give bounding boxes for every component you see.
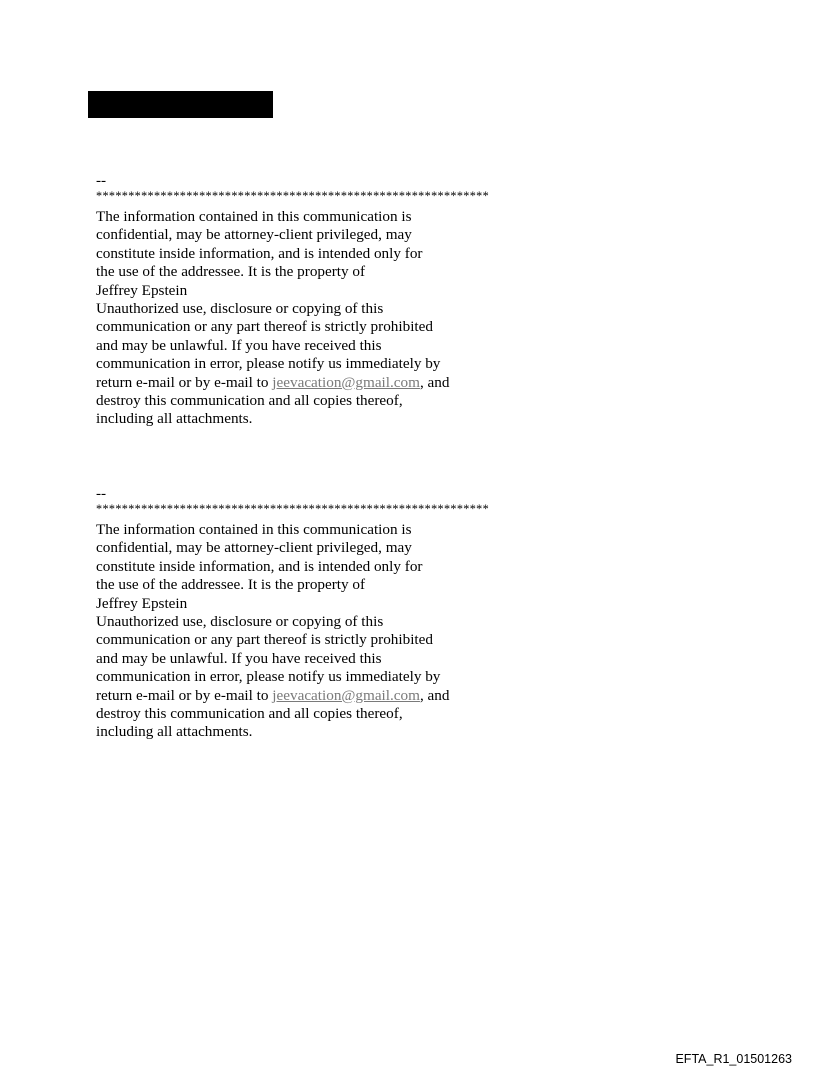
signature-separator-dashes: -- xyxy=(96,485,107,502)
disclaimer-line: and may be unlawful. If you have received this xyxy=(96,649,382,667)
disclaimer-line: the use of the addressee. It is the property of xyxy=(96,263,366,281)
disclaimer-line: constitute inside information, and is intended only for xyxy=(96,244,423,262)
disclaimer-line: and may be unlawful. If you have received this xyxy=(96,336,382,354)
disclaimer-line: The information contained in this communication is xyxy=(96,521,412,538)
disclaimer-line: Unauthorized use, disclosure or copying of this xyxy=(96,300,384,318)
document-id: EFTA_R1_01501263 xyxy=(675,1052,792,1066)
email-line-prefix: return e-mail or by e-mail to xyxy=(96,373,273,391)
disclaimer-line: communication in error, please notify us immediately by xyxy=(96,668,441,686)
disclaimer-line: constitute inside information, and is intended only for xyxy=(96,557,423,575)
signature-separator-stars: ************************************************************* xyxy=(96,502,490,516)
redaction-box xyxy=(88,91,273,118)
email-line-suffix: , and xyxy=(419,373,450,391)
disclaimer-line: communication in error, please notify us immediately by xyxy=(96,355,441,373)
disclaimer-line: the use of the addressee. It is the property of xyxy=(96,576,366,594)
signature-separator-dashes: -- xyxy=(96,172,107,189)
disclaimer-line: including all attachments. xyxy=(96,410,253,428)
email-link[interactable]: jeevacation@gmail.com xyxy=(272,373,420,391)
email-link[interactable]: jeevacation@gmail.com xyxy=(272,686,420,704)
disclaimer-line: including all attachments. xyxy=(96,723,253,741)
email-line-suffix: , and xyxy=(419,686,450,704)
disclaimer-line: destroy this communication and all copies thereof, xyxy=(96,705,403,723)
signature-separator-stars: ************************************************************* xyxy=(96,189,490,203)
disclaimer-line: Unauthorized use, disclosure or copying of this xyxy=(96,613,384,631)
disclaimer-line: communication or any part thereof is strictly prohibited xyxy=(96,631,433,649)
disclaimer-owner-name: Jeffrey Epstein xyxy=(96,594,188,612)
disclaimer-block-1 xyxy=(96,172,616,429)
disclaimer-line: The information contained in this communication is xyxy=(96,208,412,225)
disclaimer-line: destroy this communication and all copies thereof, xyxy=(96,392,403,410)
email-line-prefix: return e-mail or by e-mail to xyxy=(96,686,273,704)
disclaimer-line: confidential, may be attorney-client privileged, may xyxy=(96,539,412,557)
disclaimer-line: communication or any part thereof is strictly prohibited xyxy=(96,318,433,336)
disclaimer-owner-name: Jeffrey Epstein xyxy=(96,281,188,299)
disclaimer-email-line xyxy=(96,687,616,705)
disclaimer-line: confidential, may be attorney-client privileged, may xyxy=(96,226,412,244)
disclaimer-block-2 xyxy=(96,485,616,742)
disclaimer-email-line xyxy=(96,374,616,392)
